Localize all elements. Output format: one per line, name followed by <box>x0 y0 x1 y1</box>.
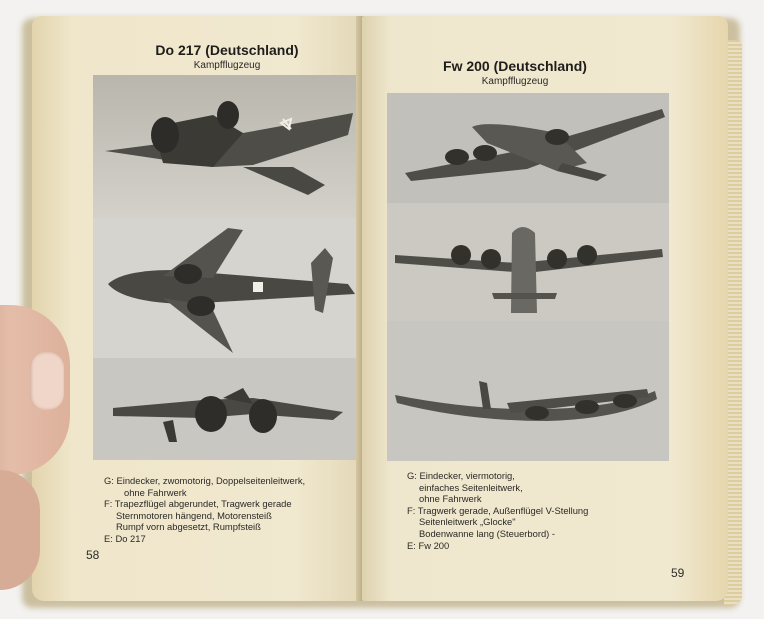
desc-line: E: Do 217 <box>104 532 146 544</box>
right-page-subtitle: Kampfflugzeug <box>481 76 549 87</box>
desc-line: E: Fw 200 <box>407 539 450 551</box>
desc-line: F: Tragwerk gerade, Außenflügel V-Stellung <box>407 504 589 516</box>
fw200-photo-1 <box>387 93 669 203</box>
right-page-description <box>407 470 657 551</box>
fw200-photo-2 <box>387 203 669 321</box>
desc-line: F: Trapezflügel abgerundet, Tragwerk gerade <box>104 498 292 510</box>
desc-line: Seitenleitwerk „Glocke" <box>419 516 516 528</box>
desc-line: Bodenwanne lang (Steuerbord) - <box>419 527 556 539</box>
thumbnail-nail <box>30 352 64 410</box>
do217-photo-3 <box>93 358 361 460</box>
fw200-photo-3 <box>387 321 669 461</box>
do217-photo-1 <box>93 75 361 218</box>
do217-photo-2 <box>93 218 361 358</box>
desc-line: Sternmotoren hängend, Motorensteiß <box>116 509 272 521</box>
left-page-number: 58 <box>86 548 100 562</box>
desc-line: ohne Fahrwerk <box>124 486 187 498</box>
desc-line: ohne Fahrwerk <box>419 493 482 505</box>
right-page-number: 59 <box>671 566 685 580</box>
left-page-subtitle: Kampfflugzeug <box>193 60 261 71</box>
desc-line: einfaches Seitenleitwerk, <box>419 481 523 493</box>
desc-line: Rumpf vorn abgesetzt, Rumpfsteiß <box>116 521 261 533</box>
desc-line: G: Eindecker, zwomotorig, Doppelseitenleitwerk, <box>104 475 306 486</box>
left-page-description <box>104 475 354 545</box>
desc-line: G: Eindecker, viermotorig, <box>407 470 515 481</box>
left-page-title: Do 217 (Deutschland) <box>155 42 299 58</box>
right-page-title: Fw 200 (Deutschland) <box>443 58 587 74</box>
